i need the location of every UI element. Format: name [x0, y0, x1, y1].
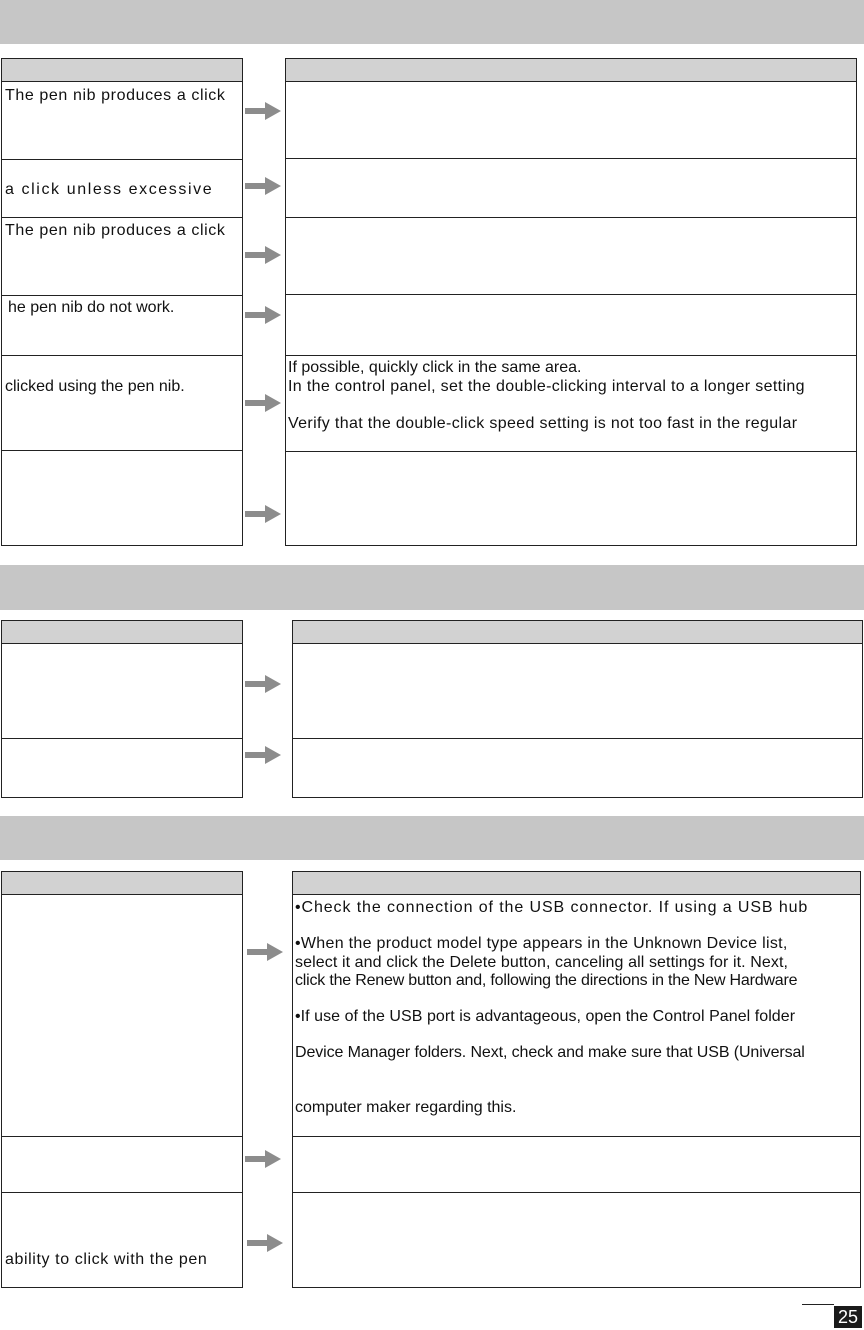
arrow-right-icon: [243, 175, 283, 197]
solution-text: click the Renew button and, following the directions in the New Hardware: [295, 972, 798, 989]
arrow-right-icon: [243, 503, 283, 525]
problem-text: The pen nib produces a click: [5, 222, 226, 239]
row-divider: [1, 159, 243, 160]
section-3-title-band: [0, 816, 864, 860]
section-2-problem-header: [1, 620, 243, 644]
solution-text: If possible, quickly click in the same area.: [288, 359, 582, 376]
problem-text: a click unless excessive: [5, 181, 214, 198]
row-divider: [285, 451, 857, 452]
arrow-right-icon: [243, 744, 283, 766]
row-divider: [292, 738, 863, 739]
arrow-right-icon: [243, 392, 283, 414]
solution-text: •If use of the USB port is advantageous, open the Control Panel folder: [295, 1008, 796, 1025]
section-1-solution-column: [285, 81, 857, 546]
solution-text: •Check the connection of the USB connector. If using a USB hub: [295, 899, 809, 916]
arrow-right-icon: [245, 1232, 285, 1254]
solution-text: Verify that the double-click speed setting is not too fast in the regular: [288, 415, 798, 432]
problem-text: clicked using the pen nib.: [5, 378, 185, 395]
row-divider: [292, 1192, 861, 1193]
row-divider: [1, 217, 243, 218]
arrow-right-icon: [243, 304, 283, 326]
section-1-problem-header: [1, 58, 243, 82]
section-2-problem-column: [1, 643, 243, 798]
row-divider: [285, 217, 857, 218]
row-divider: [1, 1136, 243, 1137]
section-3-problem-column: [1, 894, 243, 1288]
page-number: 25: [834, 1306, 862, 1328]
row-divider: [1, 355, 243, 356]
section-3-problem-header: [1, 871, 243, 895]
solution-text: computer maker regarding this.: [295, 1099, 517, 1116]
section-3-solution-header: [292, 871, 861, 895]
section-1-solution-header: [285, 58, 857, 82]
section-2-solution-column: [292, 643, 863, 798]
arrow-right-icon: [245, 941, 285, 963]
section-2-title-band: [0, 565, 864, 610]
row-divider: [1, 450, 243, 451]
section-1-title-band: [0, 0, 864, 44]
problem-text: The pen nib produces a click: [5, 87, 226, 104]
problem-text: ability to click with the pen: [5, 1251, 208, 1268]
solution-text: select it and click the Delete button, canceling all settings for it. Next,: [295, 954, 789, 971]
arrow-right-icon: [243, 673, 283, 695]
section-2-solution-header: [292, 620, 863, 644]
arrow-right-icon: [243, 244, 283, 266]
row-divider: [1, 738, 243, 739]
row-divider: [1, 1192, 243, 1193]
solution-text: In the control panel, set the double-clicking interval to a longer setting: [288, 378, 805, 395]
solution-text: •When the product model type appears in the Unknown Device list,: [295, 935, 788, 952]
row-divider: [285, 294, 857, 295]
row-divider: [1, 295, 243, 296]
problem-text: he pen nib do not work.: [8, 299, 175, 316]
solution-text: Device Manager folders. Next, check and make sure that USB (Universal: [295, 1044, 805, 1061]
arrow-right-icon: [243, 1148, 283, 1170]
page-number-rule: [802, 1304, 834, 1305]
row-divider: [292, 1136, 861, 1137]
row-divider: [285, 158, 857, 159]
row-divider: [285, 355, 857, 356]
arrow-right-icon: [243, 100, 283, 122]
